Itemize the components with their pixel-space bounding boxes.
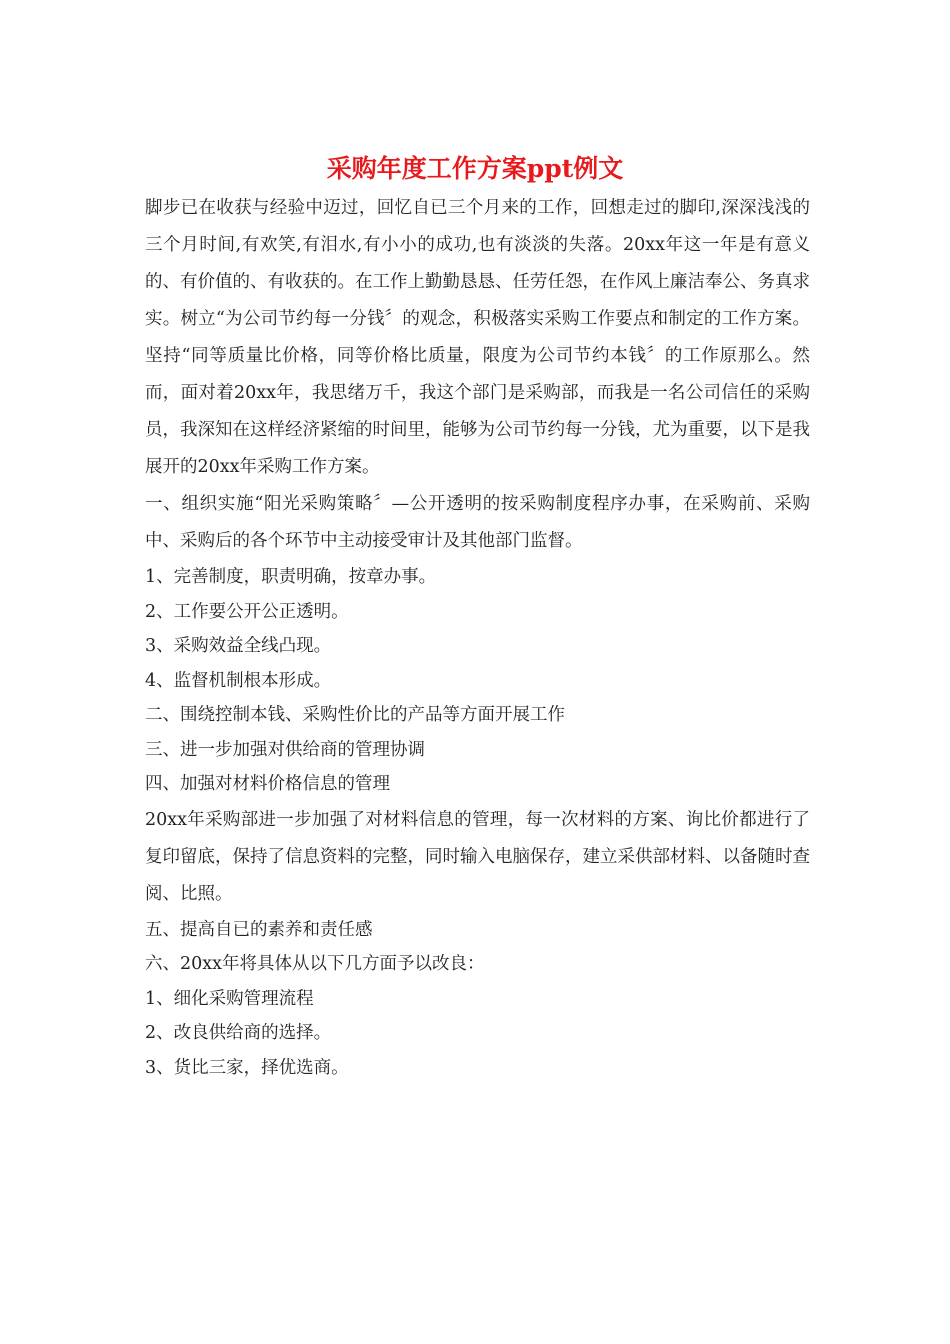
section-one-heading: 一、组织实施“阳光采购策略〞—公开透明的按采购制度程序办事，在采购前、采购中、采购后的各个环节中主动接受审计及其他部门监督。 — [145, 494, 810, 551]
section-four-paragraph: 20xx年采购部进一步加强了对材料信息的管理，每一次材料的方案、询比价都进行了复印留底，保持了信息资料的完整，同时输入电脑保存，建立采供部材料、以备随时查阅、比照。 — [145, 809, 810, 904]
section-six-heading: 六、20xx年将具体从以下几方面予以改良： — [145, 954, 485, 974]
section-one-item: 4、监督机制根本形成。 — [145, 670, 332, 691]
section-three-heading: 三、进一步加强对供给商的管理协调 — [145, 739, 425, 760]
section-five-heading: 五、提高自已的素养和责任感 — [145, 919, 373, 940]
intro-paragraph: 脚步已在收获与经验中迈过，回忆自已三个月来的工作，回想走过的脚印,深深浅浅的三个月时间,有欢笑,有泪水,有小小的成功,也有淡淡的失落。20xx年这一年是有意义的、有价值的、有收获的。在工作上勤勤恳恳、任劳任怨，在作风上廉洁奉公、务真求实。树立“为公司节约每一分钱〞的观念，积极落实采购工作要点和制定的工作方案。坚持“同等质量比价格，同等价格比质量，限度为公司节约本钱〞的工作原那么。然而，面对着20xx年，我思绪万千，我这个部门是采购部，而我是一名公司信任的采购员，我深知在这样经济紧缩的时间里，能够为公司节约每一分钱，尤为重要，以下是我展开的20xx年采购工作方案。 — [145, 198, 810, 477]
section-six-item: 1、细化采购管理流程 — [145, 988, 314, 1009]
section-one-item: 2、工作要公开公正透明。 — [145, 601, 349, 622]
section-one-item: 1、完善制度，职责明确，按章办事。 — [145, 567, 437, 587]
section-four-heading: 四、加强对材料价格信息的管理 — [145, 774, 390, 794]
section-six-item: 3、货比三家，择优选商。 — [145, 1057, 349, 1078]
section-two-heading: 二、围绕控制本钱、采购性价比的产品等方面开展工作 — [145, 705, 565, 725]
document-title: 采购年度工作方案ppt例文 — [326, 154, 624, 183]
document-body — [145, 190, 810, 1085]
section-six-item: 2、改良供给商的选择。 — [145, 1023, 332, 1043]
section-one-item: 3、采购效益全线凸现。 — [145, 636, 332, 656]
